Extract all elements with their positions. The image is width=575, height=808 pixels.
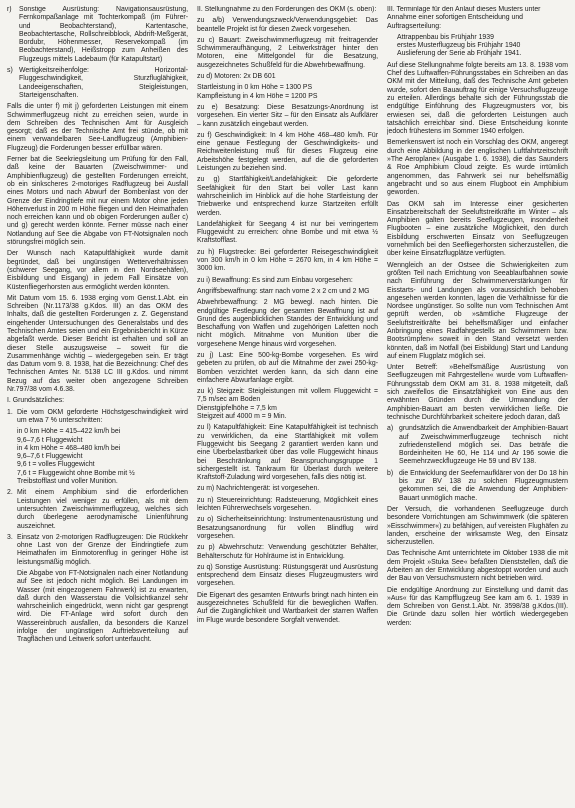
paragraph: Der Versuch, die vorhandenen Seeflugzeuge durch besondere Vorrichtungen am Schwimmwerk (die späteren »Eisschwimmer«) zu befähigen, auf vereisten Flughäfen zu landen, erscheine der wirksamste Weg, den Einsatz sicherzustellen. bbox=[387, 505, 568, 547]
requirement-item bbox=[197, 132, 378, 173]
numbered-item-3: 3. Einsatz von 2-motorigen Radflugzeugen: Die Rückkehr ohne Last von der Grenze der Eindringtiefe zum Heimathafen im Einmotorenflug in geringer Höhe ist leistungsmäßig möglich. bbox=[7, 533, 188, 566]
requirement-ref: zu j) bbox=[197, 351, 214, 359]
speed-spec: in 0 km Höhe = 415–422 km/h bei 9,6–7,6 t Fluggewicht in 4 km Höhe = 468–480 km/h bei 9,6–7,6 t Fluggewicht 9,6 t = volles Fluggewicht 7,6 t = Fluggewicht ohne Bombe mit ½ Treibstofflast und voller Munition. bbox=[17, 428, 135, 486]
requirement-item bbox=[197, 176, 378, 217]
requirement-item bbox=[197, 485, 378, 493]
paragraph: Der Wunsch nach Katapultfähigkeit wurde damit begründet, daß bei ungünstigen Wetterverhältnissen (schwerer Seegang, vor allem in den Nordseehäfen), Eisbildung und Eisgang) in jedem Fall Einsätze von Küstenfliegerhorsten aus ermöglicht werden könnten. bbox=[7, 250, 188, 291]
requirement-text: Landefähigkeit für Seegang 4 ist nur bei verringertem Fluggewicht zu erreichen: ohne Bombe und mit etwa ½ Kraftstofflast. bbox=[197, 220, 378, 245]
requirement-text: Steuereinrichtung: Radsteuerung, Möglichkeit eines leichten Führerwechsels vorgesehen. bbox=[197, 496, 378, 513]
item-r: r) Sonstige Ausrüstung: Navigationsausrüstung, Fernkompaßanlage mit Tochterkompaß (im Führer- und Beobachterstand), Kartentasche, Beobachtertasche, Rollschreibblock, Abdrift-Meßgerät, Bordubr, Höhenmesser, Reservekompaß (im Beobachterstand), Heißstropp zum Anheißen des Flugzeugs mittels Ladebaum (für Katapultstart) bbox=[7, 6, 188, 63]
requirement-item bbox=[197, 277, 378, 285]
requirement-item bbox=[197, 73, 378, 81]
requirement-text: Last: Eine 500-kg-Bombe vorgesehen. Es wird gebeten zu prüfen, ob auf die Mitnahme der zwei 250-kg-Bomben verzichtet werden kann, da sich dann eine einfachere Abwurfanlage ergibt. bbox=[197, 351, 378, 384]
requirement-text: Sonstige Ausrüstung: Rüstungsgerät und Ausrüstung entsprechend dem Einsatz dieses Flugzeugmusters wird vorgesehen. bbox=[197, 563, 378, 588]
paragraph: Das OKM sah im Interesse einer gesicherten Einsatzbereitschaft der Seeluftstreitkräfte im Winter – als Amphibien galten bereits Seeflugzeugen, insonderheit Flugbooten – eine zusätzliche Möglichkeit, den durch Eisbildung erschwerten Einsatz von Seeflugzeugen vornehmlich bei den Seefliegerhorsten sicherzustellen, die über keine Einsatzflugplätze verfügten. bbox=[387, 200, 568, 258]
requirement-ref: zu q) bbox=[197, 563, 213, 571]
requirement-text: Angriffsbewaffnung: starr nach vorne 2 x 2 cm und 2 MG bbox=[197, 287, 370, 295]
paragraph: Wenngleich an der Ostsee die Schwierigkeiten zum größten Teil nach Errichtung von Seeablaufbahnen sowie nach Einführung der Schwimmerverstärkungen für Eisstarts- und Landungen als voraussichtlich behoben angesehen werden konnten, lagen die Verhältnisse für die Nordsee ungünstiger. So sollte nun vom Technischen Amt geprüft werden, ob »sämtliche Flugzeuge der Seeluftstreitkräfte bei behelfsmäßiger und einfacher Anbringung eines Radfahrgestells an Schwimmern bzw. Bootsrümpfen« soweit in den Stand versetzt werden könnten, daß im Notfall (bei Eisbildung) Start und Landung auf einem Flugplatz möglich sei. bbox=[387, 261, 568, 360]
requirement-text: Abwehrschutz: Verwendung geschützter Behälter, Behälterschutz für Hohlräume ist in Entwicklung. bbox=[197, 544, 378, 560]
requirement-text: Die Eigenart des gesamten Entwurfs bringt nach hinten ein ausgezeichnetes Schußfeld für die beweglichen Waffen. Auf die Zugänglichkeit und Wartbarkeit der starren Waffen im Fluge wurde besondere Sorgfalt verwendet. bbox=[197, 591, 378, 624]
requirement-text: Verwendungszweck/Verwendungsgebiet: Das beantelle Projekt ist für diesen Zweck vorgesehen. bbox=[197, 17, 378, 33]
requirement-text: Flugstrecke: Bei geforderter Reisegeschwindigkeit von 300 km/h in 0 km Höhe = 2670 km, in 4 km Höhe = 3000 km. bbox=[197, 248, 378, 273]
sub-item-a: a) grundsätzlich die Anwendbarkeit der Amphibien-Bauart auf Zweischwimmerflugzeuge technisch nicht zufriedenstellend möglich sei. Das beträfe die Bordeinheiten He 60, He 114 und Ar 196 sowie die Seemehrzweckflugzeuge He 59 und BV 138. bbox=[387, 425, 568, 466]
requirement-text: Besatzung: Diese Besatzungs-Anordnung ist vorgesehen. Ein vierter Sitz – für den Einsatz als Aufklärer – kann zusätzlich eingebaut werden. bbox=[197, 103, 378, 128]
requirement-ref: zu o) bbox=[197, 516, 214, 524]
section-heading: III. Terminlage für den Anlauf dieses Musters unter Annahme einer sofortigen Entscheidung und Auftragserteilung: bbox=[387, 6, 541, 30]
requirement-ref: zu a/b) bbox=[197, 17, 225, 25]
paragraph: Mit Datum vom 15. 6. 1938 erging vom Genst.1.Abt. ein Schreiben (Nr.1173/38 g.Kdos. III) an das OKM des Inhalts, daß die gestellten Forderungen z. Z. Gegenstand eingehender Untersuchungen des Generalstabs und des Technischen Amtes seien und ein Ergebnisbericht in Kürze abgefaßt werde. Dieser Bericht ist erhalten und soll an dieser Stelle auszugsweise – soweit für die Zusammenhänge wichtig – wiedergegeben sein. Er trägt das Datum vom 9. 8. 1938, hat die Bezeichnung: Chef des Technischen Amtes Nr. 5138 LC III g.Kdos. und nimmt Bezug auf das weiter oben angezogene Schreiben Nr.797/38 vom 4.6.38. bbox=[7, 294, 188, 394]
paragraph: Ferner bat die Seekriegsleitung um Prüfung für den Fall, daß keine der Bauarten (Zweischwimmer- und Amphibienflugzeug) die gestellten Forderungen erreicht, ob ein sinkscheres 2-motoriges Radflugzeug bei Ausfall eines Motors und nach Abwurf der Bombenlast von der Grenze der Eindringtiefe mit nur einem Motor ohne jeden Höhenverlust in 200 m Höhe fliegen und den Heimathafen noch erreichen kann und ob obigen Forderungen außer c) und g) gerecht werden könnte. Ferner müsse nach einer Notlandung auf See die Abgabe von FT-Notsignalen noch störungsfrei möglich sein. bbox=[7, 156, 188, 247]
requirement-ref: zu c) bbox=[197, 36, 215, 44]
requirement-text: Sicherheitseinrichtung: Instrumentenausrüstung und Besatzungsanordnung für vollen Blindflug wird vorgesehen. bbox=[197, 516, 378, 540]
requirement-item bbox=[197, 37, 378, 70]
requirement-text: Steigzeit: Steigleistungen mit vollem Fluggewicht = 7,5 m/sec am Boden Dienstgipfelhöhe = 7,5 km Steigzeit auf 4000 m = 9 Min. bbox=[197, 388, 378, 421]
columns bbox=[7, 6, 568, 804]
numbered-item-1: 1. Die vom OKM geforderte Höchstgeschwindigkeit wird um etwa 7 % unterschritten: bbox=[7, 408, 188, 424]
requirement-item bbox=[197, 288, 378, 296]
section-heading: I. Grundsätzliches: bbox=[7, 397, 65, 405]
requirement-item bbox=[197, 564, 378, 589]
requirement-ref: zu e) bbox=[197, 103, 218, 111]
paragraph: Die endgültige Anordnung zur Einstellung und damit das »Aus« für das Kampfflugzeug See kam am 6. 1. 1939 in dem Schreiben von Genst.1.Abt. Nr. 3598/38 g.Kdos.(III). Die Gründe dazu sollen hier wörtlich wiedergegeben werden: bbox=[387, 586, 568, 627]
requirement-text: Nachrichtengerät: ist vorgesehen. bbox=[216, 485, 320, 493]
requirement-item bbox=[197, 592, 378, 625]
requirement-item bbox=[197, 221, 378, 246]
item-s: s) Wertigkeitsreihenfolge: Horizontal-Fluggeschwindigkeit, Sturzfluglähigkeit, Landeeigenschaften, Steigleistungen, Starteigenschaften. bbox=[7, 67, 188, 99]
paragraph: Falls die unter f) mit j) geforderten Leistungen mit einem Schwimmerflugzeug nicht zu erreichen seien, wurde in dem Schreiben des Technischen Amt für Ausgleich gesorgt; daß es der Technische Amt frei stünde, ob mit einem verwandelbaren See-Landflugzeug (Amphibien-Flugzeug) die Forderungen besser erfüllbar wären. bbox=[7, 103, 188, 152]
requirement-ref: zu l) bbox=[197, 424, 211, 432]
requirement-item bbox=[197, 516, 378, 541]
column-3 bbox=[387, 6, 568, 804]
section-heading: II. Stellungnahme zu den Forderungen des OKM (s. oben): bbox=[197, 6, 377, 13]
requirement-item bbox=[197, 299, 378, 349]
requirement-ref: zu i) bbox=[197, 276, 211, 284]
requirement-text: Abwehrbewaffnung: 2 MG bewegl. nach hinten. Die endgültige Festlegung der gesamten Bewaffnung ist auf Grund des augenblicklichen Standes der Entwicklung und Beschaffung von Waffen und zugehörigen Lafetten noch nicht möglich. Mitnahme von Munition über die vorgesehene Menge hinaus wird vorgesehen. bbox=[197, 299, 378, 348]
requirement-item bbox=[197, 84, 378, 101]
schedule: Attrappenbau bis Frühjahr 1939 erstes Musterflugzeug bis Frühjahr 1940 Auslieferung der Serie ab Frühjahr 1941. bbox=[397, 33, 522, 58]
requirement-ref: zu p) bbox=[197, 544, 215, 552]
requirement-ref: zu f) bbox=[197, 131, 212, 139]
sub-item-b: b) die Entwicklung der Seefernaufklärer von der Do 18 hin bis zur BV 138 zu solchen Flugzeugmustern gekommen sei, die die Anwendung der Amphibien-Bauart unmöglich mache. bbox=[387, 469, 568, 502]
requirement-text: Motoren: 2x DB 601 bbox=[214, 73, 276, 81]
requirement-ref: zu d) bbox=[197, 73, 213, 81]
requirement-ref: zu m) bbox=[197, 485, 215, 493]
numbered-item-2: 2. Mit einem Amphibium sind die erforderlichen Leistungen viel weniger zu erfüllen, als mit dem untersuchten Zweischwimmerflugzeug, welches sich durch überlegene aerodynamische Linienführung auszeichnet. bbox=[7, 489, 188, 530]
paragraph: Bemerkenswert ist noch ein Vorschlag des OKM, angeregt durch eine Abbildung in der englischen Luftfahrtzeitschrift »The Aeroplane« (Ausgabe 1. 6. 1938), die das Saunders & Roe Amphibium Cloud zeigte. Es wurde irrtümlich angenommen, das Fahrwerk sei nur behelfsmäßig angebracht und so aus einem Flugboot ein Amphibium geworden. bbox=[387, 139, 568, 197]
column-1 bbox=[7, 6, 188, 804]
requirement-ref: zu n) bbox=[197, 496, 214, 504]
requirement-item bbox=[197, 544, 378, 561]
requirement-item bbox=[197, 352, 378, 385]
requirement-list bbox=[197, 17, 378, 625]
requirement-ref: zu h) bbox=[197, 248, 215, 256]
requirement-item bbox=[197, 249, 378, 274]
requirement-item bbox=[197, 104, 378, 129]
requirement-text: Startleistung in 0 km Höhe = 1300 PS Kampfleistung in 4 km Höhe = 1200 PS bbox=[197, 84, 318, 100]
paragraph: Unter Betreff: »Behelfsmäßige Ausrüstung von Seeflugzeugen mit Fahrgestellen« wurde vom Luftwaffen-Führungsstab dem OKM am 31. 8. 1938 mitgeteilt, daß sich zweifellos die Einsatzfähigkeit von Eine aus den erwähnten Gründen durch die Umwandlung der Amphibien-Bauart am besten verwirklichen ließe. Die technische Durchführbarkeit scheitere jedoch daran, daß bbox=[387, 364, 568, 421]
requirement-item bbox=[197, 388, 378, 421]
paragraph: Das Technische Amt unterrichtete im Oktober 1938 die mit dem Projekt »Stuka See« befaßten Dienststellen, daß die Arbeiten an der Entwicklung abgestoppt worden und auch der Bau von Versuchsmustern nicht betrieben wird. bbox=[387, 550, 568, 583]
requirement-ref: zu g) bbox=[197, 176, 220, 184]
requirement-item bbox=[197, 424, 378, 482]
requirement-text: Geschwindigkeit: In 4 km Höhe 468–480 km/h. Für eine genaue Festlegung der Geschwindigkeits- und Reichweitenleistung muß für dieses Flugzeug eine Arbeitshöhe festgelegt werden, auf die die geforderten Leistungen zu beziehen sind. bbox=[197, 131, 378, 173]
paragraph: Die Abgabe von FT-Notsignalen nach einer Notlandung auf See ist jedoch nicht möglich. Bei Landungen im Wasser (mit eingezogenem Fahrwerk) ist zu erwarten, daß durch den Wasserstau die Vollsichtkanzel sehr wahrscheinlich eingedrückt, wenn nicht gar gesprengt wird. Die FT-Anlage wird sofort durch den Wassereinbruch ausfallen, da besonders die Kanzel infolge der ungünstigen Auftriebsverteilung auf Tragflächen und Leitwerk sofort unterfaucht. bbox=[17, 570, 188, 644]
requirement-text: Katapultfähigkeit: Eine Katapultfähigkeit ist technisch zu verwirklichen, da eine Startfähigkeit mit vollem Fluggewicht bis Seegang 2 garantiert werden kann und eine Überbelastbarkeit über das volle Fluggewicht hinaus bei Beschränkung auf Beanspruchungsgruppe 1 sichergestellt ist. Tankraum für Überlast durch weitere Kraftstoff-Zuladung wird vorgesehen, falls dies nötig ist. bbox=[197, 424, 378, 482]
requirement-item bbox=[197, 497, 378, 514]
paragraph: Auf diese Stellungnahme folgte bereits am 13. 8. 1938 vom Chef des Luftwaffen-Führungsstabes ein Schreiben an das OKM mit der Mitteilung, daß des Technische Amt gebeten wurde, sofort den Bauauftrag für einige Versuchsflugzeuge zu erteilen. Allerdings behalte sich der Führungsstab die endgültige Einführung des Flugzeugmusters vor, bis erwiesen sei, daß die geforderten Leistungen auch tatsächlich erreichbar sind. Diese Entscheidung konnte jedoch frühestens im Sommer 1940 erfolgen. bbox=[387, 61, 568, 136]
requirement-text: Bewaffnung: Es sind zum Einbau vorgesehen: bbox=[211, 276, 353, 284]
requirement-item bbox=[197, 17, 378, 34]
requirement-text: Startfähigkeit/Landefähigkeit: Die geforderte Seefähigkeit für den Start bei voller Last kann wahrscheinlich im Hinblick auf die hohe Startleistung der Triebwerke und entsprechend kurze Startzeiten erfüllt werden. bbox=[197, 176, 378, 217]
column-2 bbox=[197, 6, 378, 804]
requirement-ref: zu k) bbox=[197, 388, 214, 396]
requirement-text: Bauart: Zweischwimmerflugzeug mit freitragender Schwimmeraufhängung, 2 Leitwerksträger hinter den Motoren, eine Mittelgondel für die Besatzung, ausgezeichnetes Schußfeld für die Abwehrbewaffnung. bbox=[197, 36, 378, 69]
